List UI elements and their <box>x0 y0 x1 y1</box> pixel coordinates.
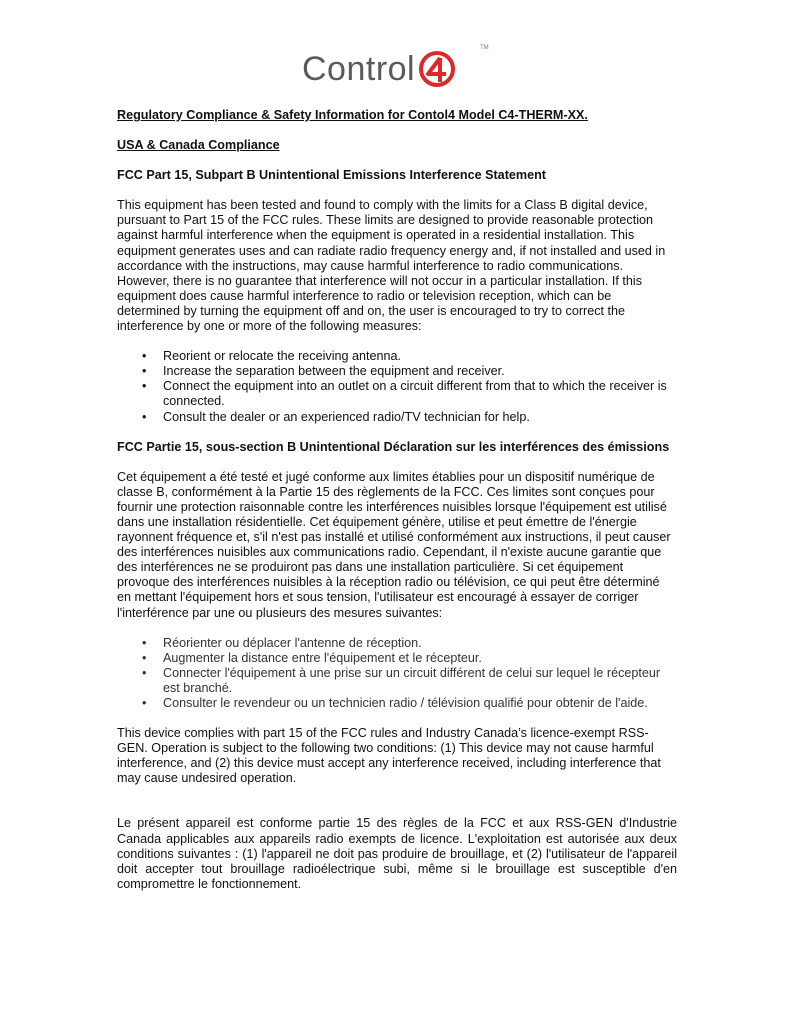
measures-list-french <box>117 636 677 711</box>
list-item: • Increase the separation between the equipment and receiver. <box>142 364 505 379</box>
fcc-statement-english: This equipment has been tested and found to comply with the limits for a Class B digital device, pursuant to Part 15 of the FCC rules. These limits are designed to provide reasonable protection against harmful interference when the equipment is operated in a residential installation. This equipment generates uses and can radiate radio frequency energy and, if not installed and used in accordance with the instructions, may cause harmful interference to radio communications. However, there is no guarantee that interference will not occur in a particular installation. If this equipment does cause harmful interference to radio or television reception, which can be determined by turning the equipment off and on, the user is encouraged to try to correct the interference by one or more of the following measures: <box>117 198 666 334</box>
list-item: • Réorienter ou déplacer l'antenne de réception. <box>142 635 422 650</box>
list-item: • Connect the equipment into an outlet on a circuit different from that to which the receiver is connected. <box>142 379 667 409</box>
control4-logo <box>302 44 457 94</box>
list-item: • Reorient or relocate the receiving antenna. <box>142 349 402 364</box>
list-item: • Consult the dealer or an experienced radio/TV technician for help. <box>142 409 530 424</box>
ic-statement-english: This device complies with part 15 of the FCC rules and Industry Canada’s licence-exempt RSS-GEN. Operation is subject to the following two conditions: (1) This device may not cause harmful interference, and (2) this device must accept any interference received, including interference that may cause undesired operation. <box>117 726 661 786</box>
section-heading-usa-canada: USA & Canada Compliance <box>117 138 280 153</box>
fcc-heading-english: FCC Part 15, Subpart B Unintentional Emissions Interference Statement <box>117 168 546 183</box>
fcc-statement-french: Cet équipement a été testé et jugé conforme aux limites établies pour un dispositif numérique de classe B, conformément à la Partie 15 des règlements de la FCC. Ces limites sont conçues pour fournir une protection raisonnable contre les interférences nuisibles lorsque l'équipement est utilisé dans une installation résidentielle. Cet équipement génère, utilise et peut émettre de l'énergie rayonnent fréquence et, s'il n'est pas installé et utilisé conformément aux instructions, il peut causer des interférences nuisibles aux communications radio. Cependant, il n'existe aucune garantie que des interférences ne se produiront pas dans une installation particulière. Si cet équipement provoque des interférences nuisibles à la réception radio ou télévision, ce qui peut être déterminé en mettant l'équipement hors et sous tension, l'utilisateur est encouragé à essayer de corriger l'interférence par une ou plusieurs des mesures suivantes: <box>117 469 671 620</box>
ic-statement-french: Le présent appareil est conforme partie 15 des règles de la FCC et aux RSS-GEN d'Industrie Canada applicables aux appareils radio exempts de licence. L'exploitation est autorisée aux deux conditions suivantes : (1) l'appareil ne doit pas produire de brouillage, et (2) l'utilisateur de l'appareil doit accepter tout brouillage radioélectrique subi, même si le brouillage est susceptible d'en compromettre le fonctionnement. <box>117 816 677 891</box>
document-title: Regulatory Compliance & Safety Information for Contol4 Model C4-THERM-XX. <box>117 108 588 122</box>
trademark-mark: TM <box>480 45 489 51</box>
logo-wordmark: Control <box>302 50 416 88</box>
fcc-heading-french: FCC Partie 15, sous-section B Unintentional Déclaration sur les interférences des émissions <box>117 439 670 454</box>
list-item: • Augmenter la distance entre l'équipement et le récepteur. <box>142 650 482 665</box>
document-body <box>117 108 677 892</box>
measures-list-english <box>117 349 677 424</box>
list-item: • Connecter l'équipement à une prise sur un circuit différent de celui sur lequel le récepteur est branché. <box>142 665 661 695</box>
list-item: • Consulter le revendeur ou un technicien radio / télévision qualifié pour obtenir de l'aide. <box>142 696 648 710</box>
logo-4-mark-icon <box>417 49 457 89</box>
